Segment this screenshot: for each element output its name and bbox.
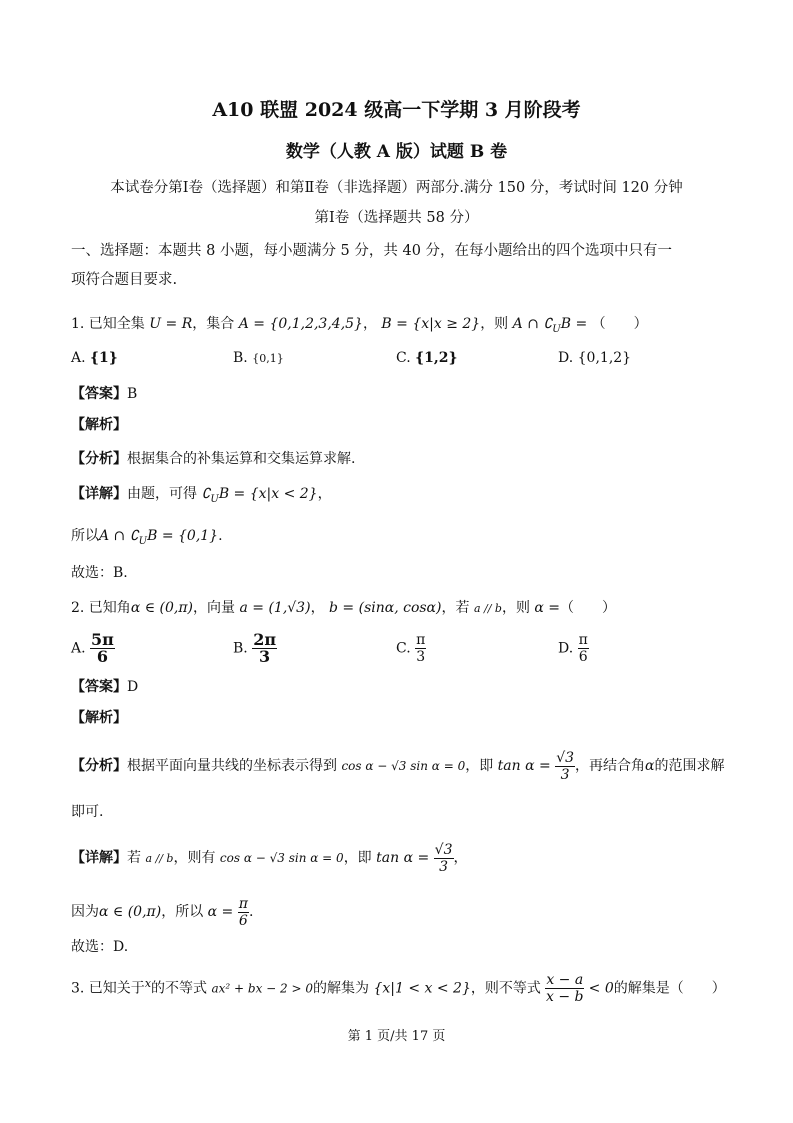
q1-option-c: C. {1,2} [396,350,458,366]
q2-analysis-label: 【解析】 [71,710,127,726]
q1-detail: 【详解】由题，可得 $∁_UB = \{x|x < 2\}$， [71,486,332,505]
q1-option-b: B. {0,1} [233,350,284,366]
section-heading-cont: 项符合题目要求. [71,272,178,288]
exam-subtitle: 数学（人教 A 版）试题 B 卷 [285,142,508,162]
q2-stem: 2. 已知角α ∈ (0,π)，向量 a = (1,√3)， b = (sinα, cosα)，若 a // b，则 α =（ ） [71,600,617,616]
q2-fenxi: 【分析】根据平面向量共线的坐标表示得到 cos α − √3 sin α = 0，即 tan α = $\frac{√3}{3}$ ，再结合角α的范围求解 [71,749,725,783]
q1-final: 故选：B. [71,565,128,581]
exam-intro: 本试卷分第Ⅰ卷（选择题）和第Ⅱ卷（非选择题）两部分.满分 150 分，考试时间 120 分钟 [110,180,683,196]
q1-fenxi: 【分析】根据集合的补集运算和交集运算求解. [71,451,356,467]
page-footer: 第 1 页/共 17 页 [347,1029,446,1044]
q2-option-a: A. $\frac{5\pi}{6}$ [71,630,114,666]
q3-stem: 3. 已知关于$^x$的不等式 ax² + bx − 2 > 0的解集为 {x|1 < x < 2}，则不等式 $\frac{x - a}{x - b}$ < 0的解集是（ ） [71,972,726,1006]
exam-title: A10 联盟 2024 级高一下学期 3 月阶段考 [212,99,581,121]
q1-conclusion: 所以A ∩ $∁_UB = \{0,1\}$. [71,528,223,547]
q2-answer: 【答案】D [71,679,139,695]
q1-stem: 1. 已知全集 U = R，集合 A = {0,1,2,3,4,5}， B = {x|x ≥ 2}，则 A ∩ $∁_UB$ = （ ） [71,316,648,335]
q2-option-b: B. $\frac{2\pi}{3}$ [233,630,277,666]
q2-final: 故选：D. [71,939,129,955]
section-heading: 一、选择题：本题共 8 小题，每小题满分 5 分，共 40 分，在每小题给出的四个选项中只有一 [71,243,673,259]
q2-option-d: D. $\frac{\pi}{6}$ [558,632,588,665]
q2-conclusion: 因为α ∈ (0,π)，所以 α = $\frac{\pi}{6}$ . [71,895,254,929]
q2-fenxi-cont: 即可. [71,804,104,820]
q1-option-d: D. {0,1,2} [558,350,632,366]
q1-answer: 【答案】B [71,386,138,402]
q2-option-c: C. $\frac{\pi}{3}$ [396,632,426,665]
q1-option-a: A. {1} [71,350,118,366]
q1-analysis-label: 【解析】 [71,417,127,433]
q2-detail: 【详解】若 a // b，则有 cos α − √3 sin α = 0，即 tan α = $\frac{√3}{3}$ ， [71,841,468,875]
part-title: 第Ⅰ卷（选择题共 58 分） [314,210,479,226]
